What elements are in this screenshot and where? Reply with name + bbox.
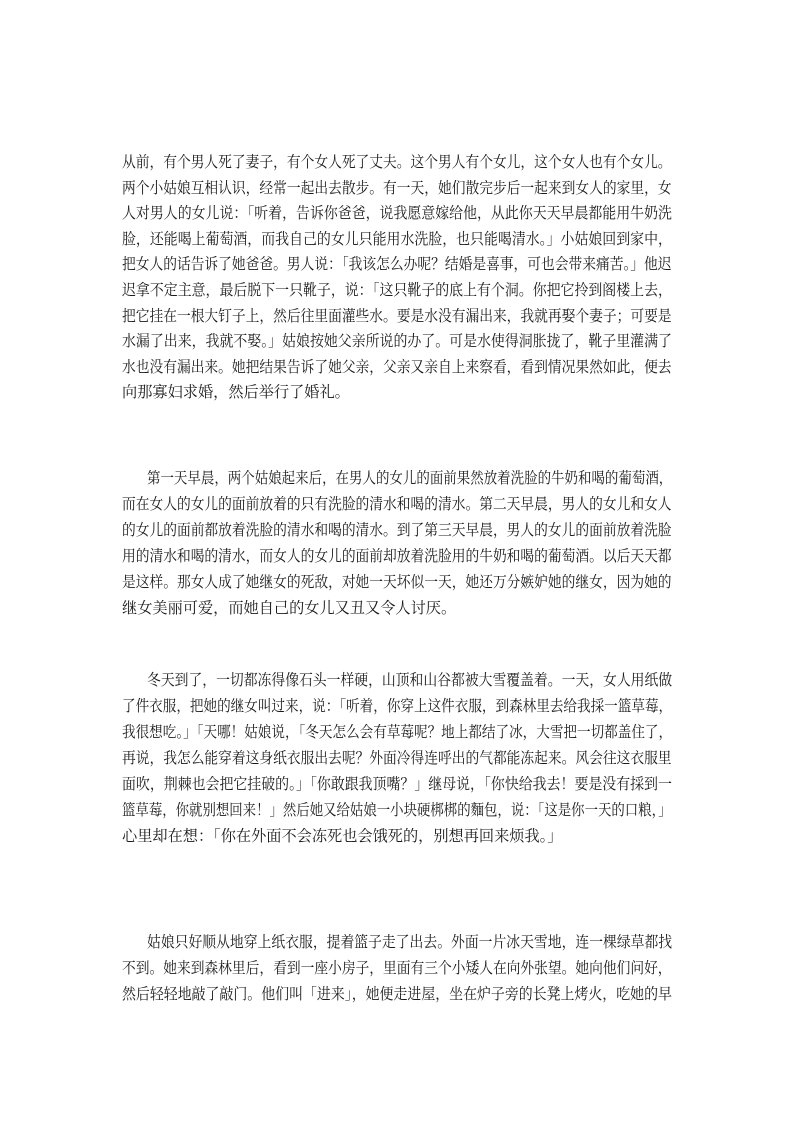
text-line: 是这样。那女人成了她继女的死敌，对她一天坏似一天，她还万分嫉妒她的继女，因为她的: [122, 573, 672, 591]
text-line: 继女美丽可爱，而她自己的女儿又丑又令人讨厌。: [122, 599, 457, 617]
text-line: 不到。她来到森林里后，看到一座小房子，里面有三个小矮人在向外张望。她向他们问好，: [122, 959, 672, 977]
text-line: 向那寡妇求婚，然后举行了婚礼。: [122, 383, 350, 402]
text-line: 两个小姑娘互相认识，经常一起出去散步。有一天，她们散完步后一起来到女人的家里，女: [122, 178, 672, 197]
text-line: 了件衣服，把她的继女叫过来，说：「听着，你穿上这件衣服，到森林里去给我採一篮草莓，: [122, 697, 673, 715]
text-line: 的女儿的面前都放着洗脸的清水和喝的清水。到了第三天早晨，男人的女儿的面前放着洗脸: [122, 521, 672, 539]
text-line: 第一天早晨，两个姑娘起来后，在男人的女儿的面前果然放着洗脸的牛奶和喝的葡萄酒，: [147, 469, 673, 487]
text-line: 再说，我怎么能穿着这身纸衣服出去呢？外面冷得连呼出的气都能冻起来。风会往这衣服里: [122, 749, 672, 767]
text-line: 水漏了出来，我就不娶。」姑娘按她父亲所说的办了。可是水使得洞胀拢了，靴子里灌满了: [122, 332, 672, 351]
text-line: 把它挂在一根大钉子上，然后往里面灌些水。要是水没有漏出来，我就再娶个妻子；可要是: [122, 306, 672, 325]
text-line: 冬天到了，一切都冻得像石头一样硬，山顶和山谷都被大雪覆盖着。一天，女人用纸做: [147, 671, 673, 689]
text-line: 脸，还能喝上葡萄酒，而我自己的女儿只能用水洗脸，也只能喝清水。」小姑娘回到家中，: [122, 229, 672, 248]
text-line: 面吹，荆棘也会把它挂破的。」「你敢跟我顶嘴？」继母说，「你快给我去！要是没有採到一: [122, 775, 672, 793]
text-line: 心里却在想：「你在外面不会冻死也会饿死的，别想再回来烦我。」: [122, 827, 563, 845]
text-line: 把女人的话告诉了她爸爸。男人说：「我该怎么办呢？结婚是喜事，可也会带来痛苦。」他迟: [122, 255, 672, 274]
text-line: 姑娘只好顺从地穿上纸衣服，提着篮子走了出去。外面一片冰天雪地，连一棵绿草都找: [147, 933, 673, 951]
text-line: 篮草莓，你就别想回来！」然后她又给姑娘一小块硬梆梆的麵包，说：「这是你一天的口粮，」: [122, 801, 672, 819]
text-line: 而在女人的女儿的面前放着的只有洗脸的清水和喝的清水。第二天早晨，男人的女儿和女人: [122, 495, 672, 513]
text-line: 人对男人的女儿说：「听着，告诉你爸爸，说我愿意嫁给他，从此你天天早晨都能用牛奶洗: [122, 204, 672, 223]
text-line: 然后轻轻地敲了敲门。他们叫「进来」，她便走进屋，坐在炉子旁的长凳上烤火，吃她的早: [122, 985, 672, 1003]
text-line: 迟拿不定主意，最后脱下一只靴子，说：「这只靴子的底上有个洞。你把它拎到阁楼上去，: [122, 281, 672, 299]
text-line: 用的清水和喝的清水，而女人的女儿的面前却放着洗脸用的牛奶和喝的葡萄酒。以后天天都: [122, 547, 672, 565]
text-line: 水也没有漏出来。她把结果告诉了她父亲，父亲又亲自上来察看，看到情况果然如此，便去: [122, 357, 672, 376]
text-line: 我很想吃。」「天哪！姑娘说，「冬天怎么会有草莓呢？地上都结了冰，大雪把一切都盖住了，: [122, 723, 673, 741]
text-line: 从前，有个男人死了妻子，有个女人死了丈夫。这个男人有个女儿，这个女人也有个女儿。: [122, 153, 672, 171]
